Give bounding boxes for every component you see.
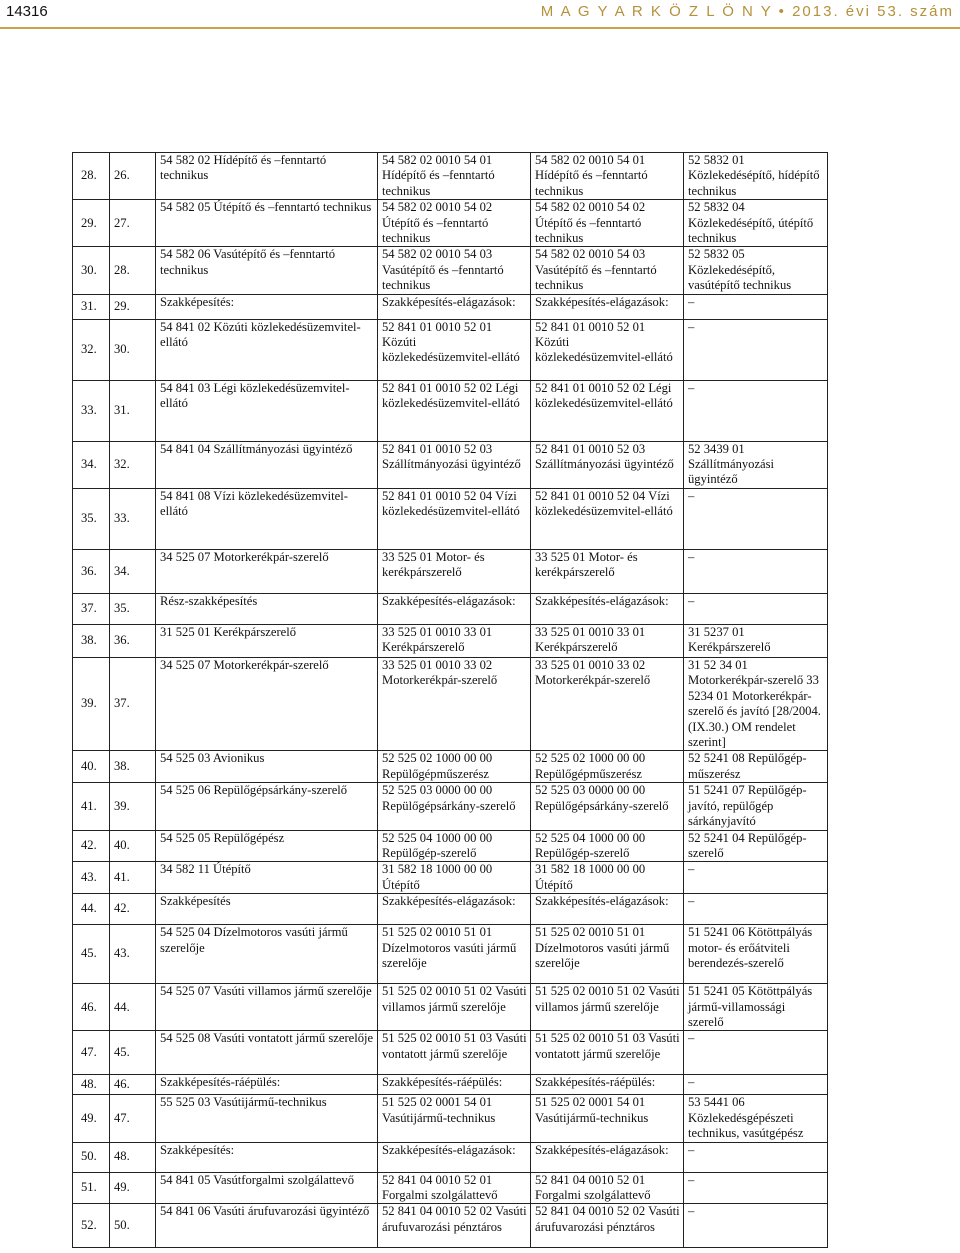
cell-e: 52 841 04 0010 52 01 Forgalmi szolgálattevő [531,1172,684,1204]
cell-d: 52 841 04 0010 52 02 Vasúti árufuvarozási pénztáros [378,1204,531,1248]
cell-e: Szakképesítés-elágazások: [531,294,684,319]
cell-e: 52 525 02 1000 00 00 Repülőgépműszerész [531,751,684,783]
cell-e: 51 525 02 0001 54 01 Vasútijármű-technikus [531,1095,684,1142]
cell-d: Szakképesítés-elágazások: [378,1142,531,1172]
cell-d: 52 525 02 1000 00 00 Repülőgépműszerész [378,751,531,783]
cell-a: 43. [73,862,110,894]
cell-d: 52 841 01 0010 52 02 Légi közlekedésüzemvitel-ellátó [378,380,531,441]
table-row [73,319,828,380]
cell-e: Szakképesítés-elágazások: [531,593,684,624]
cell-f: – [684,549,828,593]
cell-d: 52 841 04 0010 52 01 Forgalmi szolgálattevő [378,1172,531,1204]
cell-d: 51 525 02 0010 51 03 Vasúti vontatott jármű szerelője [378,1031,531,1075]
cell-f: 51 5241 06 Kötöttpályás motor- és erőátviteli berendezés-szerelő [684,925,828,984]
cell-c: Szakképesítés: [156,294,378,319]
cell-a: 28. [73,153,110,200]
cell-d: Szakképesítés-elágazások: [378,294,531,319]
cell-e: 52 841 01 0010 52 02 Légi közlekedésüzemvitel-ellátó [531,380,684,441]
cell-d: 33 525 01 0010 33 01 Kerékpárszerelő [378,624,531,657]
table-row [73,783,828,830]
cell-c: 54 841 05 Vasútforgalmi szolgálattevő [156,1172,378,1204]
cell-c: Szakképesítés-ráépülés: [156,1075,378,1095]
cell-b: 49. [110,1172,156,1204]
table-row [73,624,828,657]
cell-c: 54 582 05 Útépítő és –fenntartó technikus [156,200,378,247]
cell-f: 52 5832 01 Közlekedésépítő, hídépítő technikus [684,153,828,200]
cell-e: 33 525 01 0010 33 02 Motorkerékpár-szerelő [531,657,684,750]
cell-e: 31 582 18 1000 00 00 Útépítő [531,862,684,894]
header-rule [0,27,960,29]
cell-b: 50. [110,1204,156,1248]
cell-f: – [684,1172,828,1204]
cell-e: Szakképesítés-ráépülés: [531,1075,684,1095]
cell-b: 27. [110,200,156,247]
cell-d: 54 582 02 0010 54 03 Vasútépítő és –fenntartó technikus [378,247,531,294]
cell-f: – [684,862,828,894]
cell-d: 52 525 04 1000 00 00 Repülőgép-szerelő [378,830,531,862]
table-row [73,830,828,862]
cell-c: 54 582 02 Hídépítő és –fenntartó technikus [156,153,378,200]
cell-b: 31. [110,380,156,441]
cell-c: 55 525 03 Vasútijármű-technikus [156,1095,378,1142]
cell-e: 52 841 01 0010 52 03 Szállítmányozási ügyintéző [531,441,684,488]
cell-f: 52 5832 04 Közlekedésépítő, útépítő technikus [684,200,828,247]
table-row [73,549,828,593]
cell-a: 48. [73,1075,110,1095]
cell-a: 47. [73,1031,110,1075]
cell-a: 31. [73,294,110,319]
cell-f: – [684,1075,828,1095]
cell-f: 53 5441 06 Közlekedésgépészeti technikus, vasútgépész [684,1095,828,1142]
cell-b: 48. [110,1142,156,1172]
cell-c: 54 525 05 Repülőgépész [156,830,378,862]
cell-a: 30. [73,247,110,294]
cell-a: 45. [73,925,110,984]
cell-a: 46. [73,984,110,1031]
cell-a: 41. [73,783,110,830]
cell-b: 43. [110,925,156,984]
cell-b: 29. [110,294,156,319]
cell-c: 54 525 06 Repülőgépsárkány-szerelő [156,783,378,830]
cell-b: 38. [110,751,156,783]
cell-a: 44. [73,894,110,925]
cell-d: 51 525 02 0001 54 01 Vasútijármű-technikus [378,1095,531,1142]
cell-a: 42. [73,830,110,862]
journal-title: M A G Y A R K Ö Z L Ö N Y • 2013. évi 53. szám [540,3,954,20]
cell-c: 54 525 04 Dízelmotoros vasúti jármű szerelője [156,925,378,984]
cell-e: 54 582 02 0010 54 03 Vasútépítő és –fenntartó technikus [531,247,684,294]
cell-f: – [684,593,828,624]
cell-f: – [684,319,828,380]
table-row [73,593,828,624]
cell-d: 52 841 01 0010 52 03 Szállítmányozási ügyintéző [378,441,531,488]
cell-e: 52 525 04 1000 00 00 Repülőgép-szerelő [531,830,684,862]
cell-e: 51 525 02 0010 51 01 Dízelmotoros vasúti jármű szerelője [531,925,684,984]
cell-a: 39. [73,657,110,750]
cell-a: 36. [73,549,110,593]
table-row [73,751,828,783]
cell-d: 52 841 01 0010 52 01 Közúti közlekedésüzemvitel-ellátó [378,319,531,380]
cell-a: 51. [73,1172,110,1204]
table-row [73,380,828,441]
cell-b: 33. [110,488,156,549]
cell-c: Szakképesítés [156,894,378,925]
cell-b: 36. [110,624,156,657]
table-row [73,925,828,984]
cell-b: 34. [110,549,156,593]
cell-c: 34 582 11 Útépítő [156,862,378,894]
cell-e: 52 841 01 0010 52 01 Közúti közlekedésüzemvitel-ellátó [531,319,684,380]
table-row [73,862,828,894]
cell-e: 54 582 02 0010 54 02 Útépítő és –fenntartó technikus [531,200,684,247]
cell-f: 31 5237 01 Kerékpárszerelő [684,624,828,657]
cell-d: 31 582 18 1000 00 00 Útépítő [378,862,531,894]
cell-b: 47. [110,1095,156,1142]
cell-b: 40. [110,830,156,862]
cell-c: 54 841 06 Vasúti árufuvarozási ügyintéző [156,1204,378,1248]
cell-d: 52 841 01 0010 52 04 Vízi közlekedésüzemvitel-ellátó [378,488,531,549]
cell-c: 34 525 07 Motorkerékpár-szerelő [156,657,378,750]
cell-c: 34 525 07 Motorkerékpár-szerelő [156,549,378,593]
cell-f: – [684,1204,828,1248]
cell-f: 52 5241 08 Repülőgép-műszerész [684,751,828,783]
cell-a: 50. [73,1142,110,1172]
cell-d: 54 582 02 0010 54 01 Hídépítő és –fenntartó technikus [378,153,531,200]
cell-f: 51 5241 07 Repülőgép-javító, repülőgép sárkányjavító [684,783,828,830]
table-row [73,1095,828,1142]
cell-c: Rész-szakképesítés [156,593,378,624]
cell-a: 49. [73,1095,110,1142]
cell-c: 54 841 02 Közúti közlekedésüzemvitel-ellátó [156,319,378,380]
cell-b: 28. [110,247,156,294]
cell-a: 34. [73,441,110,488]
cell-e: 51 525 02 0010 51 02 Vasúti villamos jármű szerelője [531,984,684,1031]
cell-b: 44. [110,984,156,1031]
cell-a: 35. [73,488,110,549]
cell-f: – [684,1142,828,1172]
cell-e: 52 841 01 0010 52 04 Vízi közlekedésüzemvitel-ellátó [531,488,684,549]
cell-f: – [684,380,828,441]
cell-a: 33. [73,380,110,441]
cell-c: 54 841 04 Szállítmányozási ügyintéző [156,441,378,488]
cell-b: 32. [110,441,156,488]
cell-c: 54 525 07 Vasúti villamos jármű szerelője [156,984,378,1031]
cell-a: 37. [73,593,110,624]
table-row [73,294,828,319]
cell-b: 46. [110,1075,156,1095]
cell-f: 51 5241 05 Kötöttpályás jármű-villamossági szerelő [684,984,828,1031]
cell-a: 38. [73,624,110,657]
cell-c: 54 841 03 Légi közlekedésüzemvitel-ellátó [156,380,378,441]
cell-d: Szakképesítés-elágazások: [378,593,531,624]
cell-a: 29. [73,200,110,247]
cell-d: 33 525 01 Motor- és kerékpárszerelő [378,549,531,593]
cell-d: 33 525 01 0010 33 02 Motorkerékpár-szerelő [378,657,531,750]
cell-d: 51 525 02 0010 51 02 Vasúti villamos jármű szerelője [378,984,531,1031]
cell-c: 54 841 08 Vízi közlekedésüzemvitel-ellátó [156,488,378,549]
cell-e: 33 525 01 Motor- és kerékpárszerelő [531,549,684,593]
qualification-table [72,152,828,1248]
cell-b: 35. [110,593,156,624]
cell-c: Szakképesítés: [156,1142,378,1172]
cell-e: 33 525 01 0010 33 01 Kerékpárszerelő [531,624,684,657]
cell-b: 45. [110,1031,156,1075]
table-row [73,984,828,1031]
cell-f: – [684,1031,828,1075]
cell-a: 52. [73,1204,110,1248]
cell-b: 39. [110,783,156,830]
cell-d: Szakképesítés-ráépülés: [378,1075,531,1095]
cell-e: 52 525 03 0000 00 00 Repülőgépsárkány-szerelő [531,783,684,830]
cell-f: 52 5832 05 Közlekedésépítő, vasútépítő technikus [684,247,828,294]
cell-e: Szakképesítés-elágazások: [531,1142,684,1172]
cell-b: 26. [110,153,156,200]
table-row [73,488,828,549]
cell-f: 52 5241 04 Repülőgép-szerelő [684,830,828,862]
cell-d: 54 582 02 0010 54 02 Útépítő és –fenntartó technikus [378,200,531,247]
cell-b: 41. [110,862,156,894]
cell-f: – [684,894,828,925]
table-row [73,247,828,294]
cell-d: Szakképesítés-elágazások: [378,894,531,925]
cell-f: 31 52 34 01 Motorkerékpár-szerelő 33 5234 01 Motorkerékpár-szerelő és javító [28/2004. (IX.30.) OM rendelet szerint] [684,657,828,750]
cell-c: 54 582 06 Vasútépítő és –fenntartó technikus [156,247,378,294]
cell-f: 52 3439 01 Szállítmányozási ügyintéző [684,441,828,488]
cell-c: 31 525 01 Kerékpárszerelő [156,624,378,657]
table-row [73,894,828,925]
cell-e: 51 525 02 0010 51 03 Vasúti vontatott jármű szerelője [531,1031,684,1075]
cell-f: – [684,294,828,319]
cell-b: 30. [110,319,156,380]
cell-a: 32. [73,319,110,380]
table-row [73,1172,828,1204]
cell-b: 42. [110,894,156,925]
cell-f: – [684,488,828,549]
table-row [73,153,828,200]
table-row [73,441,828,488]
cell-a: 40. [73,751,110,783]
cell-e: Szakképesítés-elágazások: [531,894,684,925]
cell-b: 37. [110,657,156,750]
table-row [73,1142,828,1172]
page-number: 14316 [6,3,48,20]
cell-c: 54 525 08 Vasúti vontatott jármű szerelője [156,1031,378,1075]
table-row [73,657,828,750]
table-row [73,200,828,247]
page-header [0,0,960,30]
cell-e: 52 841 04 0010 52 02 Vasúti árufuvarozási pénztáros [531,1204,684,1248]
table-row [73,1075,828,1095]
table-row [73,1031,828,1075]
cell-d: 51 525 02 0010 51 01 Dízelmotoros vasúti jármű szerelője [378,925,531,984]
cell-e: 54 582 02 0010 54 01 Hídépítő és –fenntartó technikus [531,153,684,200]
cell-c: 54 525 03 Avionikus [156,751,378,783]
table-row [73,1204,828,1248]
cell-d: 52 525 03 0000 00 00 Repülőgépsárkány-szerelő [378,783,531,830]
